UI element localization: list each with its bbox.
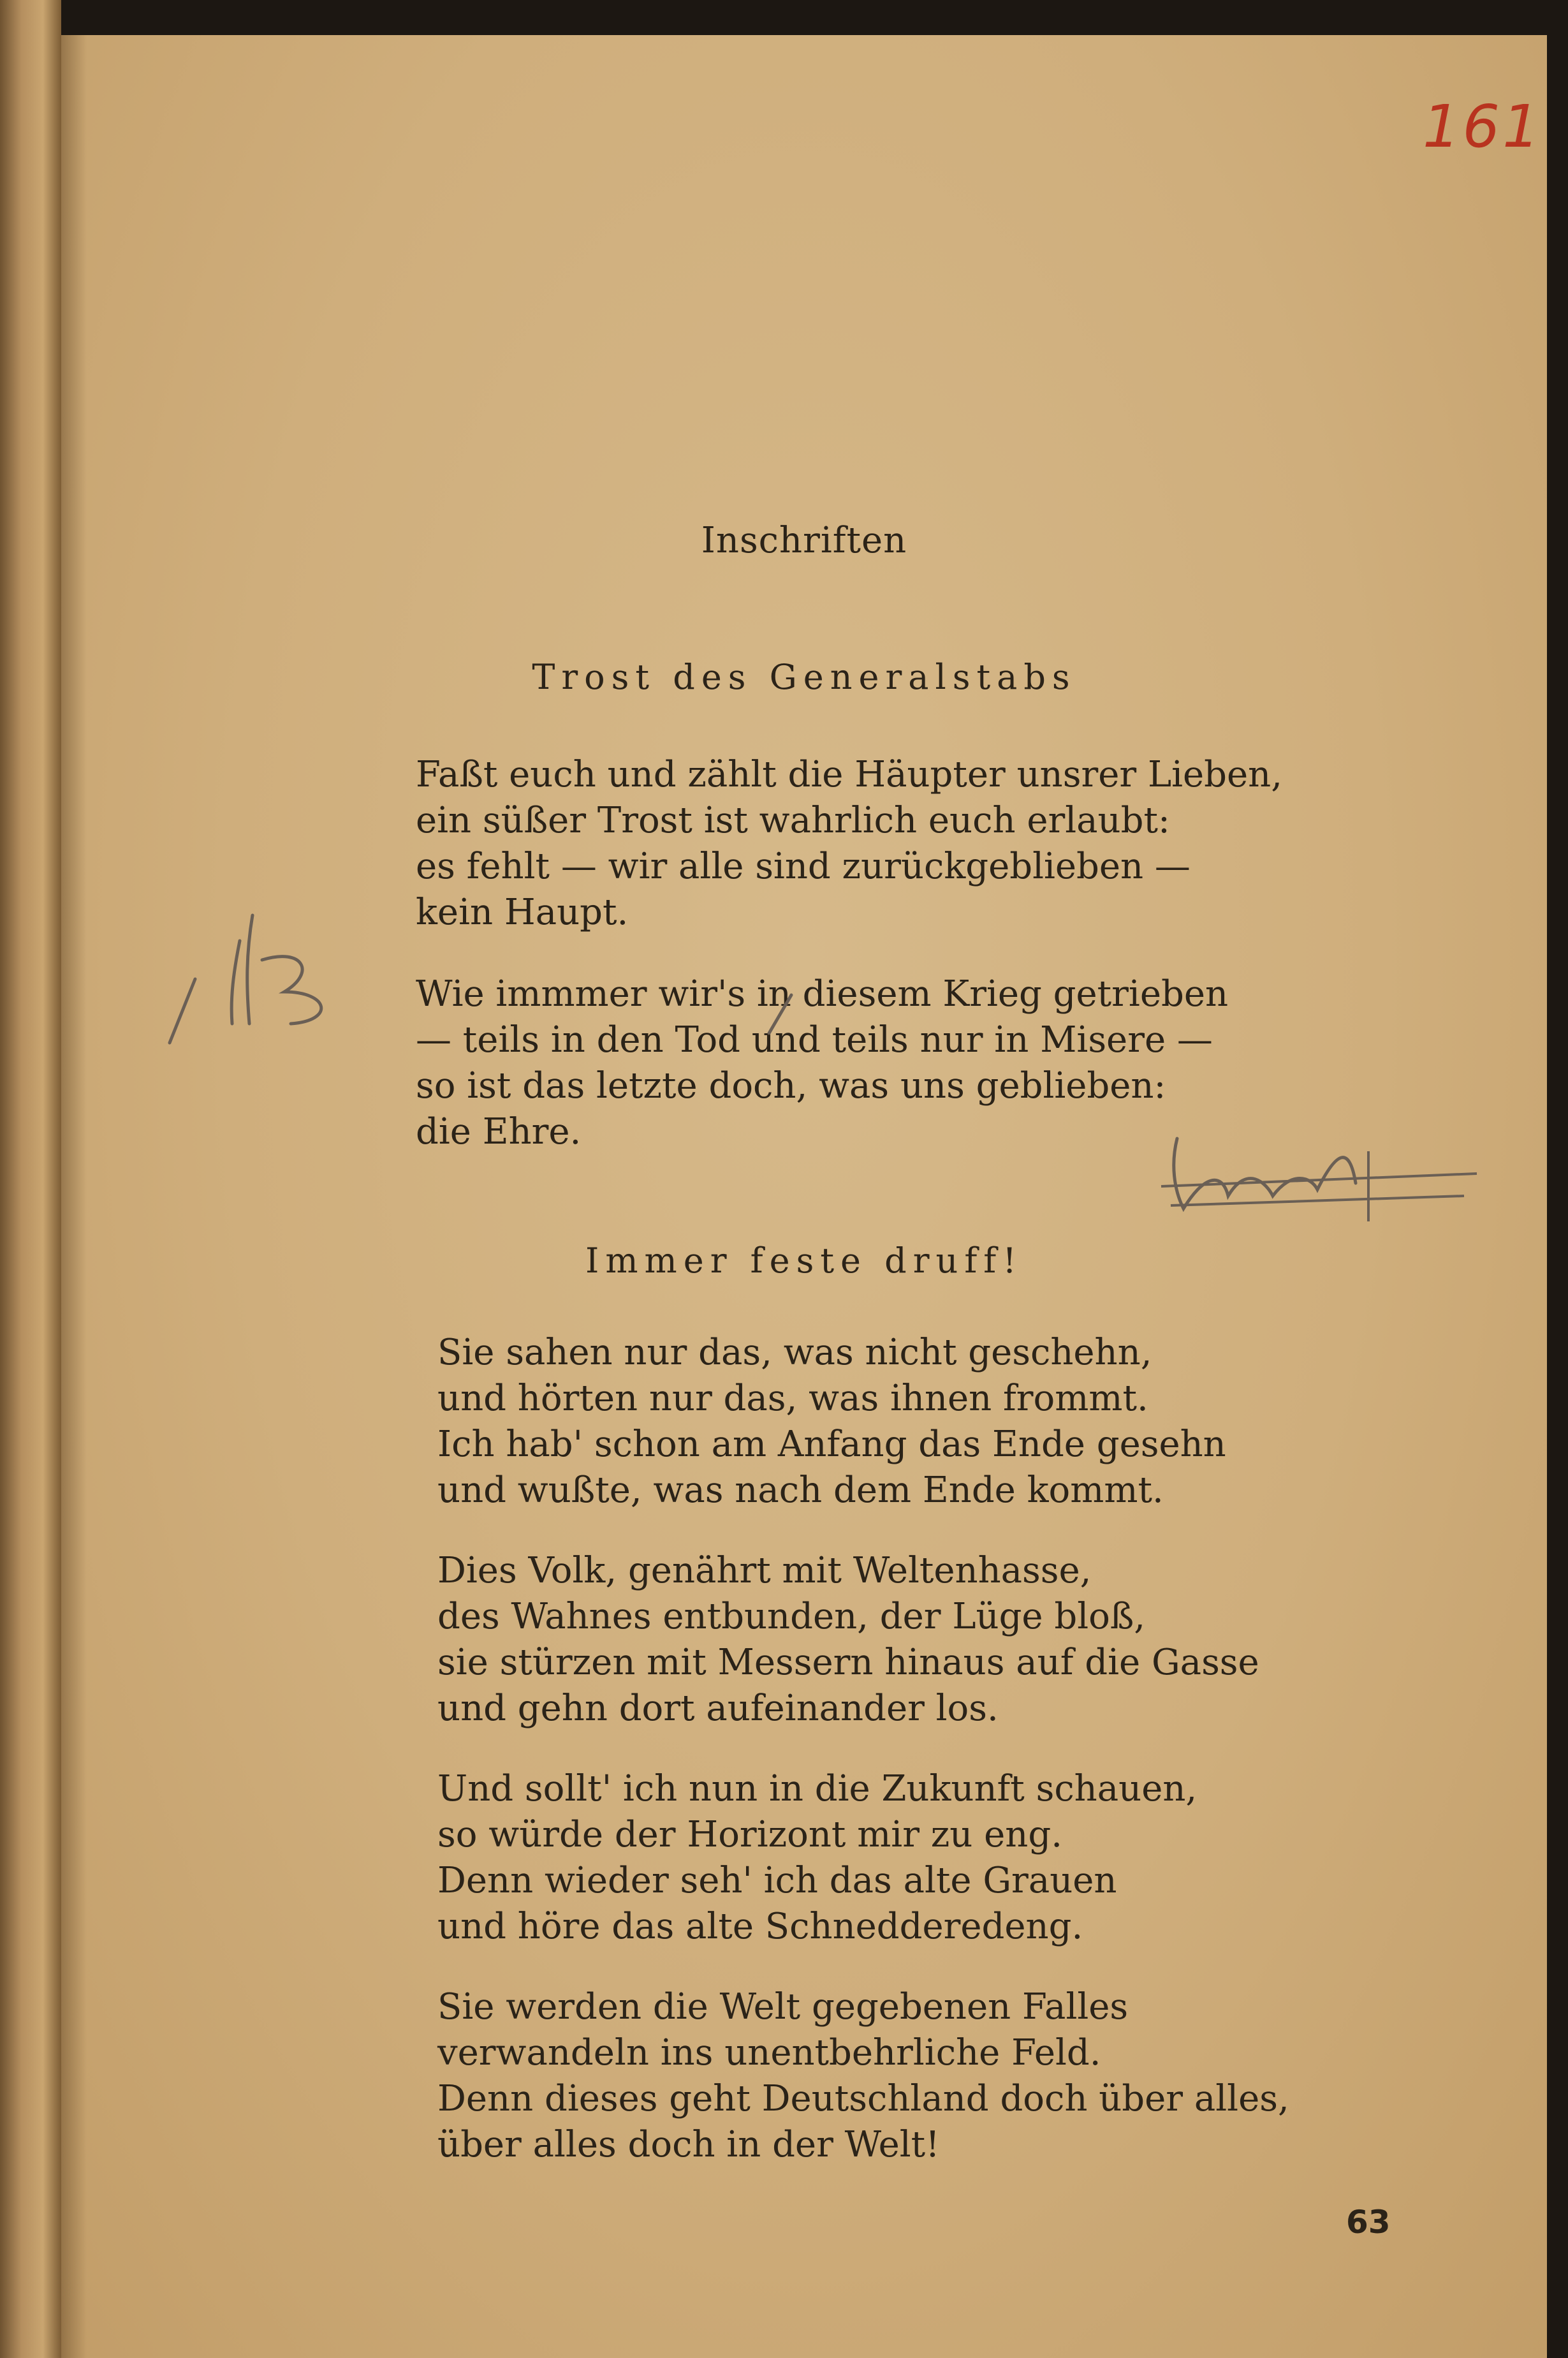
- poem-title: Immer feste druff!: [585, 1241, 1023, 1281]
- poem-line: Sie werden die Welt gegebenen Falles: [437, 1986, 1129, 2028]
- handwritten-page-number: 161: [1423, 92, 1542, 161]
- poem-line: Denn wieder seh' ich das alte Grauen: [437, 1860, 1117, 1901]
- poem-line: es fehlt — wir alle sind zurückgeblieben —: [416, 846, 1191, 887]
- poem-line: Und sollt' ich nun in die Zukunft schauen,: [437, 1768, 1198, 1809]
- poem-line: so ist das letzte doch, was uns geblieben:: [416, 1065, 1166, 1107]
- poem-line: die Ehre.: [416, 1111, 582, 1153]
- stanza: [437, 1548, 1259, 1732]
- pencil-margin-mark: [157, 903, 386, 1056]
- poem-line: über alles doch in der Welt!: [437, 2124, 940, 2165]
- stanza: [416, 971, 1228, 1155]
- poem-line: ein süßer Trost ist wahrlich euch erlaubt:: [416, 800, 1170, 841]
- poem-line: Denn dieses geht Deutschland doch über alles,: [437, 2078, 1289, 2119]
- printed-page-number: 63: [1346, 2204, 1391, 2241]
- poem-line: Dies Volk, genährt mit Weltenhasse,: [437, 1550, 1092, 1591]
- poem-line: Ich hab' schon am Anfang das Ende gesehn: [437, 1424, 1226, 1465]
- poem-line: und hörten nur das, was ihnen frommt.: [437, 1378, 1148, 1419]
- book-spine-edge: [0, 0, 61, 2358]
- poem-line: und gehn dort aufeinander los.: [437, 1688, 999, 1729]
- stanza: [416, 752, 1282, 936]
- poem-line: und höre das alte Schnedderedeng.: [437, 1906, 1083, 1947]
- book-page: [61, 35, 1547, 2358]
- poem-line: und wußte, was nach dem Ende kommt.: [437, 1470, 1164, 1511]
- poem-line: sie stürzen mit Messern hinaus auf die Gasse: [437, 1642, 1259, 1683]
- poem-line: so würde der Horizont mir zu eng.: [437, 1814, 1062, 1855]
- poem-line: — teils in den Tod und teils nur in Misere —: [416, 1019, 1213, 1061]
- pencil-strike-mark: [759, 992, 804, 1036]
- poem-line: verwandeln ins unentbehrliche Feld.: [437, 2032, 1101, 2074]
- poem-title: Trost des Generalstabs: [532, 657, 1076, 697]
- stanza: [437, 1766, 1197, 1950]
- gutter-shadow: [61, 35, 87, 2358]
- poem-line: Sie sahen nur das, was nicht geschehn,: [437, 1332, 1152, 1373]
- stanza: [437, 1984, 1289, 2168]
- section-heading: Inschriften: [701, 520, 907, 561]
- poem-line: kein Haupt.: [416, 892, 629, 933]
- poem-line: des Wahnes entbunden, der Lüge bloß,: [437, 1596, 1146, 1637]
- poem-line: Wie immmer wir's in diesem Krieg getrieben: [416, 973, 1229, 1015]
- stanza: [437, 1330, 1226, 1514]
- poem-line: Faßt euch und zählt die Häupter unsrer Lieben,: [416, 754, 1283, 795]
- pencil-crossed-scribble: [1158, 1126, 1490, 1228]
